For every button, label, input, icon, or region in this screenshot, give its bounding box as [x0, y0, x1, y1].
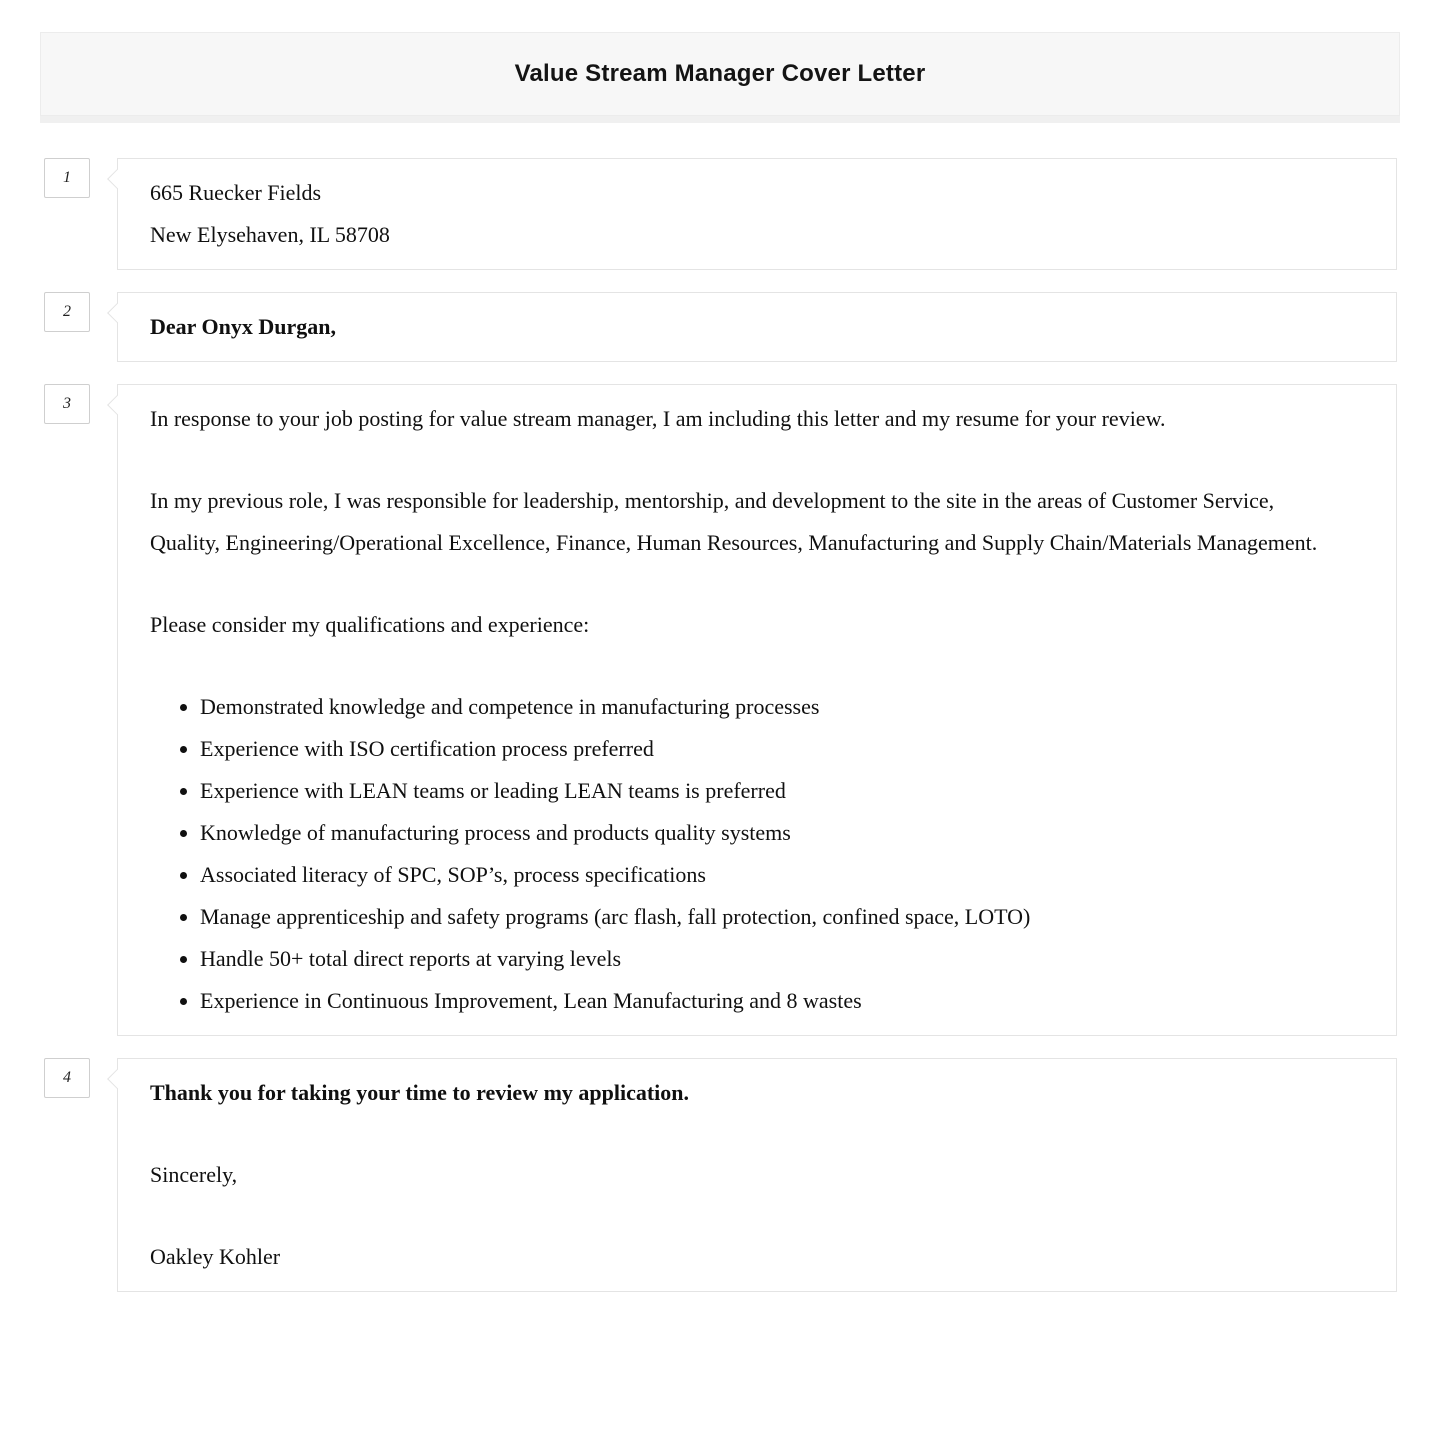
- closing-thanks: Thank you for taking your time to review my application.: [150, 1080, 690, 1105]
- section-address: [44, 158, 1397, 270]
- section-number-4: 4: [44, 1058, 90, 1098]
- body-paragraph-2: In my previous role, I was responsible for leadership, mentorship, and development to the site in the areas of Customer Service, Quality, Engineering/Operational Excellence, Finance, Human Resources, Manufacturing and Supply Chain/Materials Management.: [150, 488, 1318, 555]
- closing-signoff: Sincerely,: [150, 1162, 238, 1187]
- section-closing: [44, 1058, 1397, 1292]
- qualifications-list: [150, 686, 1340, 1022]
- qualification-item: • Experience in Continuous Improvement, Lean Manufacturing and 8 wastes: [200, 980, 1340, 1022]
- section-body: [44, 384, 1397, 1036]
- salutation-text: Dear Onyx Durgan,: [150, 314, 336, 339]
- document-header: [40, 32, 1400, 116]
- address-block: [117, 158, 1397, 270]
- qualification-item: • Manage apprenticeship and safety programs (arc flash, fall protection, confined space, LOTO): [200, 896, 1340, 938]
- address-line-2: New Elysehaven, IL 58708: [150, 222, 390, 247]
- qualification-item: • Knowledge of manufacturing process and products quality systems: [200, 812, 1340, 854]
- body-paragraph-1: In response to your job posting for value stream manager, I am including this letter and my resume for your review.: [150, 406, 1166, 431]
- qualification-item: • Experience with LEAN teams or leading LEAN teams is preferred: [200, 770, 1340, 812]
- closing-signature: Oakley Kohler: [150, 1244, 281, 1269]
- section-salutation: [44, 292, 1397, 362]
- closing-block: [117, 1058, 1397, 1292]
- salutation-block: [117, 292, 1397, 362]
- qualification-item: • Handle 50+ total direct reports at varying levels: [200, 938, 1340, 980]
- body-block: [117, 384, 1397, 1036]
- section-number-1: 1: [44, 158, 90, 198]
- address-line-1: 665 Ruecker Fields: [150, 180, 322, 205]
- document-title: Value Stream Manager Cover Letter: [514, 60, 926, 87]
- body-paragraph-3: Please consider my qualifications and experience:: [150, 612, 590, 637]
- sections-container: [0, 116, 1440, 1292]
- qualification-item: • Associated literacy of SPC, SOP’s, process specifications: [200, 854, 1340, 896]
- bubble-pointer: [107, 169, 127, 189]
- qualification-item: • Demonstrated knowledge and competence in manufacturing processes: [200, 686, 1340, 728]
- section-number-3: 3: [44, 384, 90, 424]
- bubble-pointer: [107, 395, 127, 415]
- qualification-item: • Experience with ISO certification process preferred: [200, 728, 1340, 770]
- bubble-pointer: [107, 303, 127, 323]
- section-number-2: 2: [44, 292, 90, 332]
- bubble-pointer: [107, 1069, 127, 1089]
